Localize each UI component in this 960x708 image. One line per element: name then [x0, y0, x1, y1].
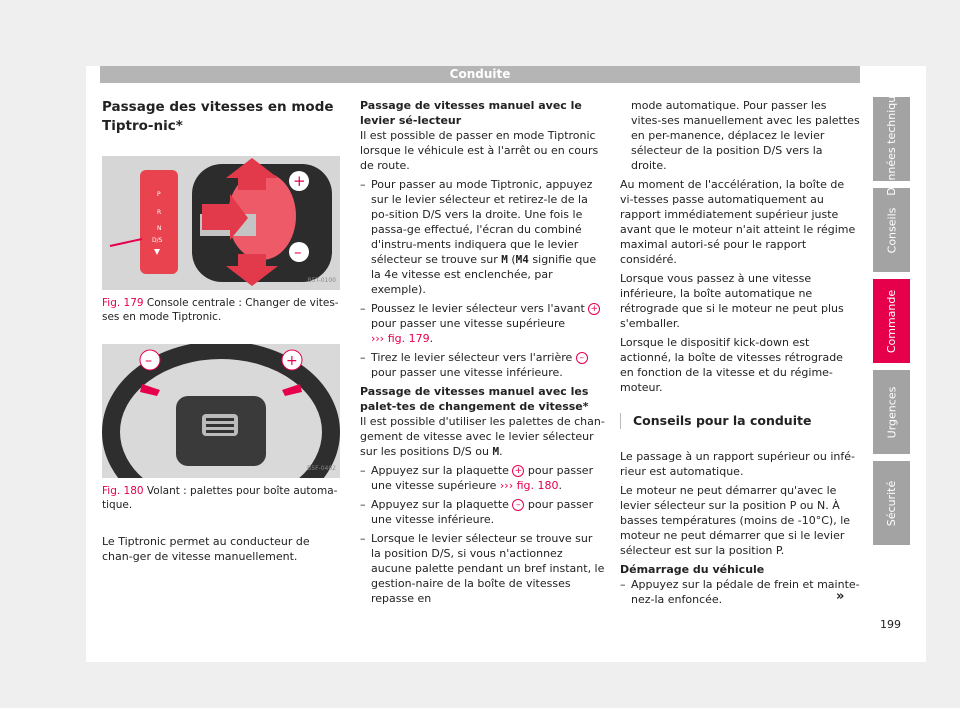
tab-donnees-techniques[interactable]: [873, 82, 910, 196]
chapter-header: Conduite: [100, 66, 860, 83]
figure-179-console: [102, 156, 340, 290]
column-2: [360, 98, 605, 610]
text: Appuyez sur la plaquette: [371, 464, 513, 477]
section-title-tiptronic: Passage des vitesses en mode Tiptro-nic*: [102, 99, 334, 134]
list-item: [360, 350, 605, 380]
paragraph: Lorsque vous passez à une vitesse inférieure, la boîte automatique ne rétrograde que si le moteur ne peut plus s'emballer.: [620, 272, 844, 330]
column-3: [620, 98, 860, 611]
tab-label: Sécurité: [885, 480, 898, 526]
text: .: [558, 479, 562, 492]
side-tabs: [873, 82, 910, 552]
tab-label: Données techniques: [885, 82, 898, 196]
paragraph: Lorsque le dispositif kick-down est actionné, la boîte de vitesses rétrograde en fonction de la vitesse et du régime-moteur.: [620, 336, 843, 394]
figure-label: Fig. 179: [102, 297, 144, 309]
list-item: [360, 177, 605, 297]
text: .: [499, 445, 503, 458]
text: pour passer une vitesse supérieure: [371, 464, 594, 492]
tab-conseils[interactable]: [873, 188, 910, 272]
text: Poussez le levier sélecteur vers l'avant: [371, 302, 589, 315]
tab-commande[interactable]: [873, 279, 910, 363]
text: pour passer une vitesse inférieure.: [371, 366, 563, 379]
tab-label: Commande: [885, 289, 898, 353]
column-1: [102, 98, 340, 568]
tab-label: Conseils: [885, 207, 899, 253]
figure-180-caption: [102, 484, 340, 512]
mode-m: M: [501, 253, 508, 266]
console-illustration: [102, 156, 340, 290]
text: Il est possible d'utiliser les palettes de chan-gement de vitesse avec le levier sélecteur sur les positions D/S ou: [360, 415, 605, 458]
plus-icon: +: [286, 353, 298, 369]
tab-securite[interactable]: [873, 461, 910, 545]
gear-letter-r: R: [157, 209, 162, 216]
mode-m: M: [492, 445, 500, 458]
text: Appuyez sur la plaquette: [371, 498, 513, 511]
plus-icon: +: [293, 172, 306, 190]
figure-179-caption: [102, 296, 340, 324]
figure-caption-text: Console centrale : Changer de vites-ses en mode Tiptronic.: [102, 297, 339, 323]
intro-paragraph: Le Tiptronic permet au conducteur de chan-ger de vitesse manuellement.: [102, 535, 310, 563]
minus-icon: –: [145, 353, 152, 369]
figure-caption-text: Volant : palettes pour boîte automa-tique.: [102, 485, 338, 511]
text: pour passer une vitesse supérieure: [371, 317, 566, 330]
tab-label: Urgences: [885, 386, 898, 438]
list-item: – Lorsque le levier sélecteur se trouve sur la position D/S, si vous n'actionnez aucune palette pendant un bref instant, le gestion-naire de la boîte de vitesses repasse en: [360, 531, 605, 606]
text: signifie que la 4e vitesse est enclenchée, par exemple).: [371, 253, 597, 296]
gear-letter-n: N: [157, 225, 162, 232]
text: Tirez le levier sélecteur vers l'arrière: [371, 351, 576, 364]
paragraph: Le moteur ne peut démarrer qu'avec le levier sélecteur sur la position P ou N. À basses températures (moins de -10°C), le moteur ne peut démarrer que si le levier sélecteur est sur la position P.: [620, 484, 851, 557]
continue-arrow-icon: »: [836, 589, 845, 604]
heading-lever: Passage de vitesses manuel avec le levier sé-lecteur: [360, 99, 582, 127]
tab-urgences[interactable]: [873, 370, 910, 454]
figure-code: B5T-0100: [307, 277, 336, 284]
heading-paddles: Passage de vitesses manuel avec les palet-tes de changement de vitesse*: [360, 385, 589, 413]
list-item: [360, 497, 605, 527]
continued-list-text: mode automatique. Pour passer les vites-ses manuellement avec les palettes en per-manence, déplacez le levier sélecteur de la position D/S vers la droite.: [631, 99, 860, 172]
section-title-conseils: Conseils pour la conduite: [620, 413, 860, 429]
gear-letter-p: P: [157, 191, 161, 198]
text: (: [507, 253, 516, 266]
figure-link[interactable]: ››› fig. 179: [371, 332, 430, 345]
page-number: 199: [880, 618, 901, 631]
minus-icon: –: [512, 499, 524, 511]
text: pour passer une vitesse inférieure.: [371, 498, 594, 526]
text: Pour passer au mode Tiptronic, appuyez sur le levier sélecteur et retirez-le de la po-sition D/S vers la droite. Une fois le passa-ge effectué, l'écran du combiné d'instru-ments indiquera que le levier sélecteur se trouve sur: [371, 178, 593, 266]
figure-code: B5F-0402: [307, 465, 336, 472]
plus-icon: +: [512, 465, 524, 477]
minus-icon: –: [294, 243, 302, 261]
list-item: [360, 463, 605, 493]
plus-icon: +: [588, 303, 600, 315]
list-item: [360, 301, 605, 346]
heading-demarrage: Démarrage du véhicule: [620, 563, 765, 576]
paragraph: Le passage à un rapport supérieur ou infé-rieur est automatique.: [620, 450, 855, 478]
text: .: [429, 332, 434, 345]
minus-icon: –: [576, 352, 588, 364]
list-item: – Appuyez sur la pédale de frein et mainte-nez-la enfoncée.: [620, 577, 860, 607]
paragraph-lever: Il est possible de passer en mode Tiptronic lorsque le véhicule est à l'arrêt ou en cours de route.: [360, 129, 599, 172]
figure-180-steering-wheel: [102, 344, 340, 478]
figure-label: Fig. 180: [102, 485, 144, 497]
steering-wheel-illustration: [102, 344, 340, 478]
figure-link[interactable]: ››› fig. 180: [499, 479, 559, 492]
gear-letter-ds: D/S: [152, 237, 163, 244]
paragraph: Au moment de l'accélération, la boîte de vi-tesses passe automatiquement au rapport immédiatement supérieur juste avant que le moteur n'ait atteint le régime maximal autori-sé pour le rapport considéré.: [620, 178, 856, 266]
paragraph-paddles: [360, 414, 605, 459]
mode-m4: M4: [515, 253, 529, 266]
